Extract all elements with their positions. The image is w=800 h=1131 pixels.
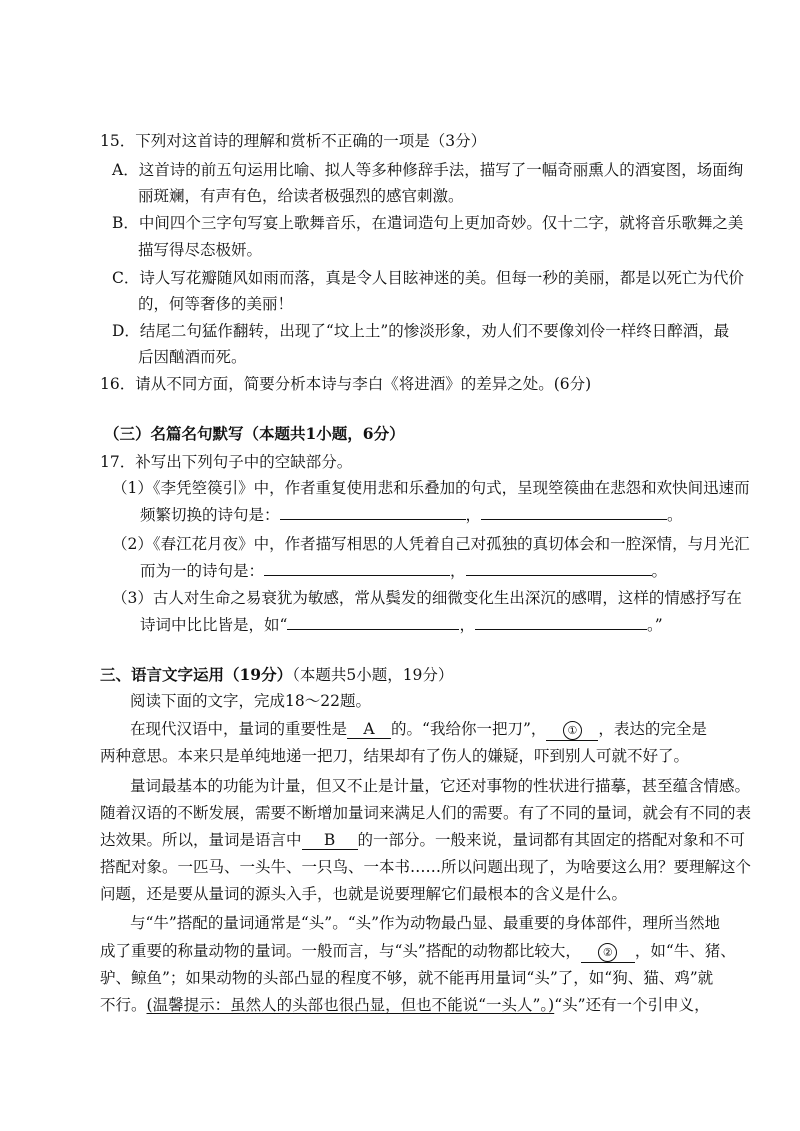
q17-item1-line1: （1）《李凭箜篌引》中，作者重复使用悲和乐叠加的句式，呈现箜篌曲在悲怨和欢快间迅速而: [112, 479, 750, 497]
q17-item2-line2: [140, 560, 667, 582]
comma: ，: [450, 562, 466, 580]
q15-option-a-line2: 丽斑斓，有声有色，给读者极强烈的感官刺激。: [138, 187, 464, 205]
comma: ，: [459, 616, 475, 634]
section3-instruction: 阅读下面的文字，完成18～22题。: [130, 692, 371, 710]
passage-p3-line3: 驴、鲸鱼”；如果动物的头部凸显的程度不够，就不能再用量词“头”了，如“狗、猫、鸡”就: [100, 969, 714, 987]
comma: ，: [465, 506, 482, 524]
passage-text: “头”还有一个引申义，: [554, 996, 710, 1014]
section3-title: 三、语言文字运用（19分）: [100, 665, 293, 684]
q15-option-a-line1: A．这首诗的前五句运用比喻、拟人等多种修辞手法，描写了一幅奇丽熏人的酒宴图，场面绚: [112, 161, 744, 179]
q17-item3-blank-1[interactable]: [287, 629, 459, 630]
q17-item2-prompt: 而为一的诗句是：: [140, 562, 265, 580]
q16-stem: 16．请从不同方面，简要分析本诗与李白《将进酒》的差异之处。(6分): [100, 375, 592, 393]
q15-option-d-line1: D．结尾二句猛作翻转，出现了“坟上土”的惨淡形象，劝人们不要像刘伶一样终日醉酒，最: [112, 322, 730, 340]
period: 。: [651, 562, 668, 580]
passage-text: 的。“我给你一把刀”，: [391, 720, 547, 738]
q15-option-d-line2: 后因酗酒而死。: [138, 348, 247, 366]
q15-option-b-line1: B．中间四个三字句写宴上歌舞音乐，在遣词造句上更加奇妙。仅十二字，就将音乐歌舞之美: [112, 214, 744, 232]
close-quote: 。”: [646, 616, 663, 634]
circle-number-1: ①: [563, 721, 582, 740]
q17-item1-line2: [140, 504, 683, 526]
passage-p2-line3: [100, 829, 745, 851]
section3-meta: （本题共5小题，19分）: [292, 666, 454, 684]
q17-item3-line1: （3）古人对生命之易衰犹为敏感，常从鬓发的细微变化生出深沉的感喟，这样的情感抒写在: [112, 589, 742, 607]
blank-1[interactable]: [546, 720, 598, 741]
q17-item2-blank-1[interactable]: [264, 575, 450, 576]
q17-item1-prompt: 频繁切换的诗句是：: [140, 506, 280, 524]
q15-option-c-line2: 的，何等奢侈的美丽！: [138, 295, 294, 313]
passage-p2-line1: 量词最基本的功能为计量，但又不止是计量，它还对事物的性状进行描摹，甚至蕴含情感。: [130, 777, 751, 795]
passage-text: ，如“牛、猪、: [634, 942, 736, 960]
q17-item2-blank-2[interactable]: [466, 575, 652, 576]
passage-p3-line4: [100, 994, 710, 1016]
q17-item2-line1: （2）《春江花月夜》中，作者描写相思的人凭着自己对孤独的真切体会和一腔深情，与月光汇: [112, 535, 750, 553]
blank-a[interactable]: A: [347, 720, 391, 739]
q15-option-b-line2: 描写得尽态极妍。: [138, 241, 263, 259]
tip-note: (温馨提示：虽然人的头部也很凸显，但也不能说“一头人”。): [146, 996, 555, 1014]
passage-text: 达效果。所以，量词是语言中: [100, 831, 302, 849]
passage-p1-line1: [130, 718, 707, 741]
section-mingju-heading: （三）名篇名句默写（本题共1小题，6分）: [104, 424, 405, 443]
passage-text: 不行。: [100, 996, 147, 1014]
passage-text: 在现代汉语中，量词的重要性是: [130, 720, 348, 738]
q17-item3-prompt: 诗词中比比皆是，如“: [140, 616, 288, 634]
q17-item3-blank-2[interactable]: [475, 629, 647, 630]
q17-stem: 17．补写出下列句子中的空缺部分。: [100, 453, 353, 471]
circle-number-2: ②: [598, 943, 617, 962]
period: 。: [667, 506, 683, 524]
passage-p3-line1: 与“牛”搭配的量词通常是“头”。“头”作为动物最凸显、最重要的身体部件，理所当然地: [130, 914, 721, 932]
passage-p2-line4: 搭配对象。一匹马、一头牛、一只鸟、一本书……所以问题出现了，为啥要这么用？要理解这个: [100, 858, 752, 876]
section3-heading: [100, 664, 453, 686]
passage-p1-line2: 两种意思。本来只是单纯地递一把刀，结果却有了伤人的嫌疑，吓到别人可就不好了。: [100, 747, 690, 765]
blank-b[interactable]: B: [302, 831, 358, 850]
q15-stem: 15．下列对这首诗的理解和赏析不正确的一项是（3分）: [100, 132, 487, 150]
q17-item1-blank-1[interactable]: [280, 519, 466, 520]
passage-text: ，表达的完全是: [598, 720, 707, 738]
q17-item1-blank-2[interactable]: [481, 519, 667, 520]
passage-p3-line2: [100, 940, 736, 963]
passage-p2-line5: 问题，还是要从量词的源头入手，也就是说要理解它们最根本的含义是什么。: [100, 885, 628, 903]
passage-text: 成了重要的称量动物的量词。一般而言，与“头”搭配的动物都比较大，: [100, 942, 581, 960]
q15-option-c-line1: C．诗人写花瓣随风如雨而落，真是令人目眩神迷的美。但每一秒的美丽，都是以死亡为代价: [112, 269, 744, 287]
blank-2[interactable]: [581, 942, 635, 963]
passage-text: 的一部分。一般来说，量词都有其固定的搭配对象和不可: [357, 831, 746, 849]
q17-item3-line2: [140, 614, 663, 636]
passage-p2-line2: 随着汉语的不断发展，需要不断增加量词来满足人们的需要。有了不同的量词，就会有不同的表: [100, 804, 752, 822]
